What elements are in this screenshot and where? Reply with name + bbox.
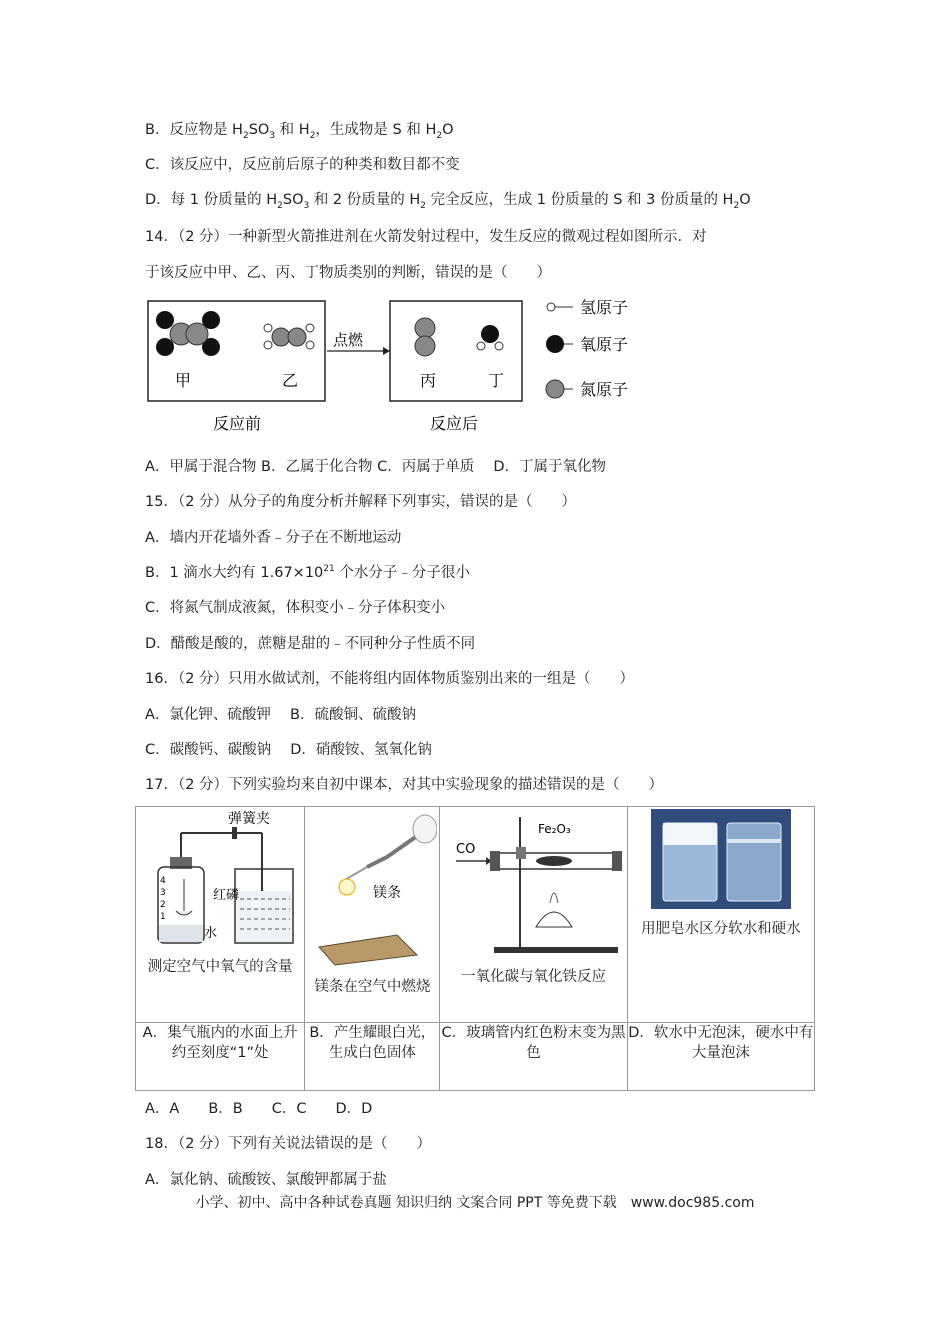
label-red-p: 红磷 — [213, 888, 240, 903]
exp-cell-oxygen — [136, 807, 305, 1023]
label-mg: 镁条 — [373, 885, 402, 901]
q14-reaction-figure — [145, 296, 665, 445]
q15-option-a: A．墙内开花墙外香﹣分子在不断地运动 — [145, 530, 402, 546]
arrow-label: 点燃 — [333, 331, 364, 349]
caption-oxygen: 测定空气中氧气的含量 — [147, 959, 293, 975]
caption-magnesium: 镁条在空气中燃烧 — [314, 979, 431, 995]
q13-option-d: D．每 1 份质量的 $H_2SO_3$ 和 2 份质量的 $H_2$ 完全反应，生成 1 份质量的 S 和 3 份质量的 $H_2O$ — [145, 192, 751, 211]
legend-n: 氮原子 — [580, 380, 629, 399]
label-jia: 甲 — [175, 371, 192, 390]
q17-option-a: A．集气瓶内的水面上升约至刻度“1”处 — [136, 1023, 305, 1091]
q14-stem-line1: 14．（2 分）一种新型火箭推进剂在火箭发射过程中，发生反应的微观过程如图所示．对 — [145, 229, 707, 245]
magnesium-burning-illustration — [307, 807, 437, 967]
caption-co: 一氧化碳与氧化铁反应 — [461, 969, 607, 985]
label-water: 水 — [204, 926, 218, 941]
legend-o: 氧原子 — [580, 335, 629, 354]
svg-text:1: 1 — [160, 912, 166, 922]
jia-molecule — [156, 311, 220, 356]
q17-option-b: B．产生耀眼白光，生成白色固体 — [305, 1023, 440, 1091]
q15-option-d: D．醋酸是酸的，蔗糖是甜的﹣不同种分子性质不同 — [145, 636, 476, 652]
label-after: 反应后 — [430, 414, 479, 433]
label-before: 反应前 — [213, 414, 262, 433]
q17-option-d: D．软水中无泡沫，硬水中有大量泡沫 — [627, 1023, 814, 1091]
ding-molecule — [477, 325, 503, 350]
yi-molecule — [264, 324, 314, 349]
co-reduction-illustration — [444, 807, 624, 957]
q17-answers: A．A B．B C．C D．D — [145, 1101, 373, 1117]
q16-options-row1: A．氯化钾、硫酸钾 B．硫酸铜、硫酸钠 — [145, 707, 416, 723]
label-ding: 丁 — [488, 371, 505, 390]
caption-soap: 用肥皂水区分软水和硬水 — [641, 921, 801, 937]
label-fe2o3: Fe₂O₃ — [537, 822, 571, 836]
q15-option-c: C．将氮气制成液氮，体积变小﹣分子体积变小 — [145, 600, 446, 616]
q15-option-b: B．1 滴水大约有 $1.67\times 10^{21}$ 个水分子﹣分子很小 — [145, 564, 470, 581]
legend-h: 氢原子 — [580, 298, 629, 317]
exp-cell-magnesium — [305, 807, 440, 1023]
q17-stem: 17．（2 分）下列实验均来自初中课本，对其中实验现象的描述错误的是（ ） — [145, 777, 664, 793]
q14-stem-line2: 于该反应中甲、乙、丙、丁物质类别的判断，错误的是（ ） — [145, 265, 551, 281]
q18-option-a: A．氯化钠、硫酸铵、氯酸钾都属于盐 — [145, 1172, 387, 1188]
bing-molecule — [415, 318, 435, 356]
q18-stem: 18．（2 分）下列有关说法错误的是（ ） — [145, 1136, 432, 1152]
svg-text:2: 2 — [160, 900, 166, 910]
beakers-photo-illustration — [651, 809, 791, 909]
q17-experiment-table — [135, 806, 815, 1091]
label-yi: 乙 — [282, 371, 299, 390]
label-spring-clip: 弹簧夹 — [228, 811, 271, 827]
svg-text:4: 4 — [160, 876, 166, 886]
q14-options: A．甲属于混合物 B．乙属于化合物 C．丙属于单质 D．丁属于氧化物 — [145, 459, 606, 475]
q16-options-row2: C．碳酸钙、碳酸钠 D．硝酸铵、氢氧化钠 — [145, 742, 432, 758]
q17-option-c: C．玻璃管内红色粉末变为黑色 — [440, 1023, 627, 1091]
label-co: CO — [455, 842, 475, 857]
q15-stem: 15．（2 分）从分子的角度分析并解释下列事实，错误的是（ ） — [145, 494, 577, 510]
q13-option-c: C．该反应中，反应前后原子的种类和数目都不变 — [145, 157, 460, 173]
page-footer: 小学、初中、高中各种试卷真题 知识归纳 文案合同 PPT 等免费下载 www.doc985.com — [195, 1195, 755, 1211]
svg-text:3: 3 — [160, 888, 166, 898]
exp-cell-co — [440, 807, 627, 1023]
q13-option-b: B．反应物是 $H_2SO_3$ 和 $H_2$，生成物是 S 和 $H_2O$ — [145, 122, 454, 141]
exp-cell-soap — [627, 807, 814, 1023]
legend — [546, 298, 628, 399]
oxygen-apparatus-illustration — [140, 807, 300, 947]
label-bing: 丙 — [420, 371, 437, 390]
q16-stem: 16．（2 分）只用水做试剂，不能将组内固体物质鉴别出来的一组是（ ） — [145, 671, 635, 687]
